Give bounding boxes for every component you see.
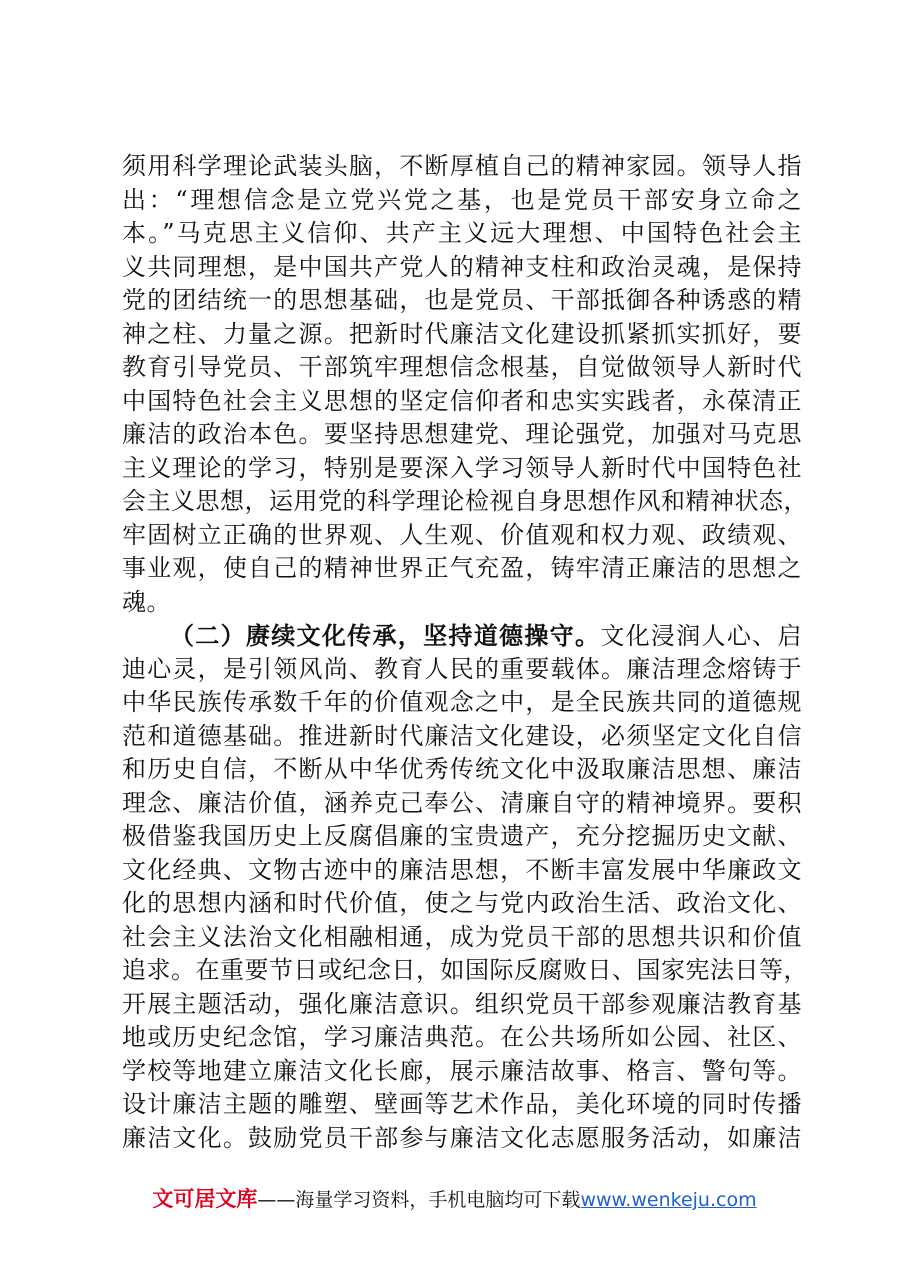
section-heading: （二）赓续文化传承，坚持道德操守。: [170, 621, 601, 650]
document-body: [122, 150, 808, 1155]
body-line: 社会主义法治文化相融相通，成为党员干部的思想共识和价值: [122, 922, 802, 951]
body-line: 化的思想内涵和时代价值，使之与党内政治生活、政治文化、: [122, 889, 802, 917]
footer-tagline: ——海量学习资料，手机电脑均可下载: [257, 1189, 581, 1211]
body-line: 义共同理想，是中国共产党人的精神支柱和政治灵魂，是保持: [122, 252, 802, 281]
body-line: 地或历史纪念馆，学习廉洁典范。在公共场所如公园、社区、: [122, 1023, 802, 1051]
body-line: 党的团结统一的思想基础，也是党员、干部抵御各种诱惑的精: [122, 286, 802, 314]
body-line: 会主义思想，运用党的科学理论检视自身思想作风和精神状态，: [122, 487, 808, 515]
body-line: 廉洁的政治本色。要坚持思想建党、理论强党，加强对马克思: [122, 420, 802, 448]
body-line: 主义理论的学习，特别是要深入学习领导人新时代中国特色社: [122, 453, 802, 482]
body-line: 魂。: [122, 587, 171, 616]
body-line: 出：“理想信念是立党兴党之基，也是党员干部安身立命之: [122, 185, 802, 214]
body-line: 事业观，使自己的精神世界正气充盈，铸牢清正廉洁的思想之: [122, 554, 802, 582]
body-line: 教育引导党员、干部筑牢理想信念根基，自觉做领导人新时代: [122, 353, 802, 381]
body-line: 神之柱、力量之源。把新时代廉洁文化建设抓紧抓实抓好，要: [122, 319, 802, 348]
website-link[interactable]: www.wenkeju.com: [580, 1189, 757, 1211]
section-heading-line: [122, 619, 802, 653]
body-line: 和历史自信，不断从中华优秀传统文化中汲取廉洁思想、廉洁: [122, 755, 802, 783]
body-line: 范和道德基础。推进新时代廉洁文化建设，必须坚定文化自信: [122, 721, 802, 750]
body-line: 追求。在重要节日或纪念日，如国际反腐败日、国家宪法日等，: [122, 956, 808, 984]
body-line: 中华民族传承数千年的价值观念之中，是全民族共同的道德规: [122, 688, 802, 716]
body-line: 廉洁文化。鼓励党员干部参与廉洁文化志愿服务活动，如廉洁: [122, 1123, 802, 1152]
section-first-line-text: 文化浸润人心、启: [600, 622, 802, 650]
body-line: 设计廉洁主题的雕塑、壁画等艺术作品，美化环境的同时传播: [122, 1090, 802, 1118]
body-line: 学校等地建立廉洁文化长廊，展示廉洁故事、格言、警句等。: [122, 1056, 802, 1085]
body-line: 本。”马克思主义信仰、共产主义远大理想、中国特色社会主: [122, 219, 802, 247]
body-line: 开展主题活动，强化廉洁意识。组织党员干部参观廉洁教育基: [122, 989, 802, 1018]
body-line: 极借鉴我国历史上反腐倡廉的宝贵遗产，充分挖掘历史文献、: [122, 822, 802, 850]
body-line: 须用科学理论武装头脑，不断厚植自己的精神家园。领导人指: [122, 152, 802, 180]
brand-name: 文可居文库: [152, 1187, 258, 1211]
footer-banner: [0, 1183, 909, 1213]
body-line: 文化经典、文物古迹中的廉洁思想，不断丰富发展中华廉政文: [122, 855, 802, 884]
body-line: 中国特色社会主义思想的坚定信仰者和忠实实践者，永葆清正: [122, 386, 802, 415]
body-line: 迪心灵，是引领风尚、教育人民的重要载体。廉洁理念熔铸于: [122, 654, 802, 683]
body-line: 理念、廉洁价值，涵养克己奉公、清廉自守的精神境界。要积: [122, 788, 802, 817]
body-line: 牢固树立正确的世界观、人生观、价值观和权力观、政绩观、: [122, 520, 802, 549]
